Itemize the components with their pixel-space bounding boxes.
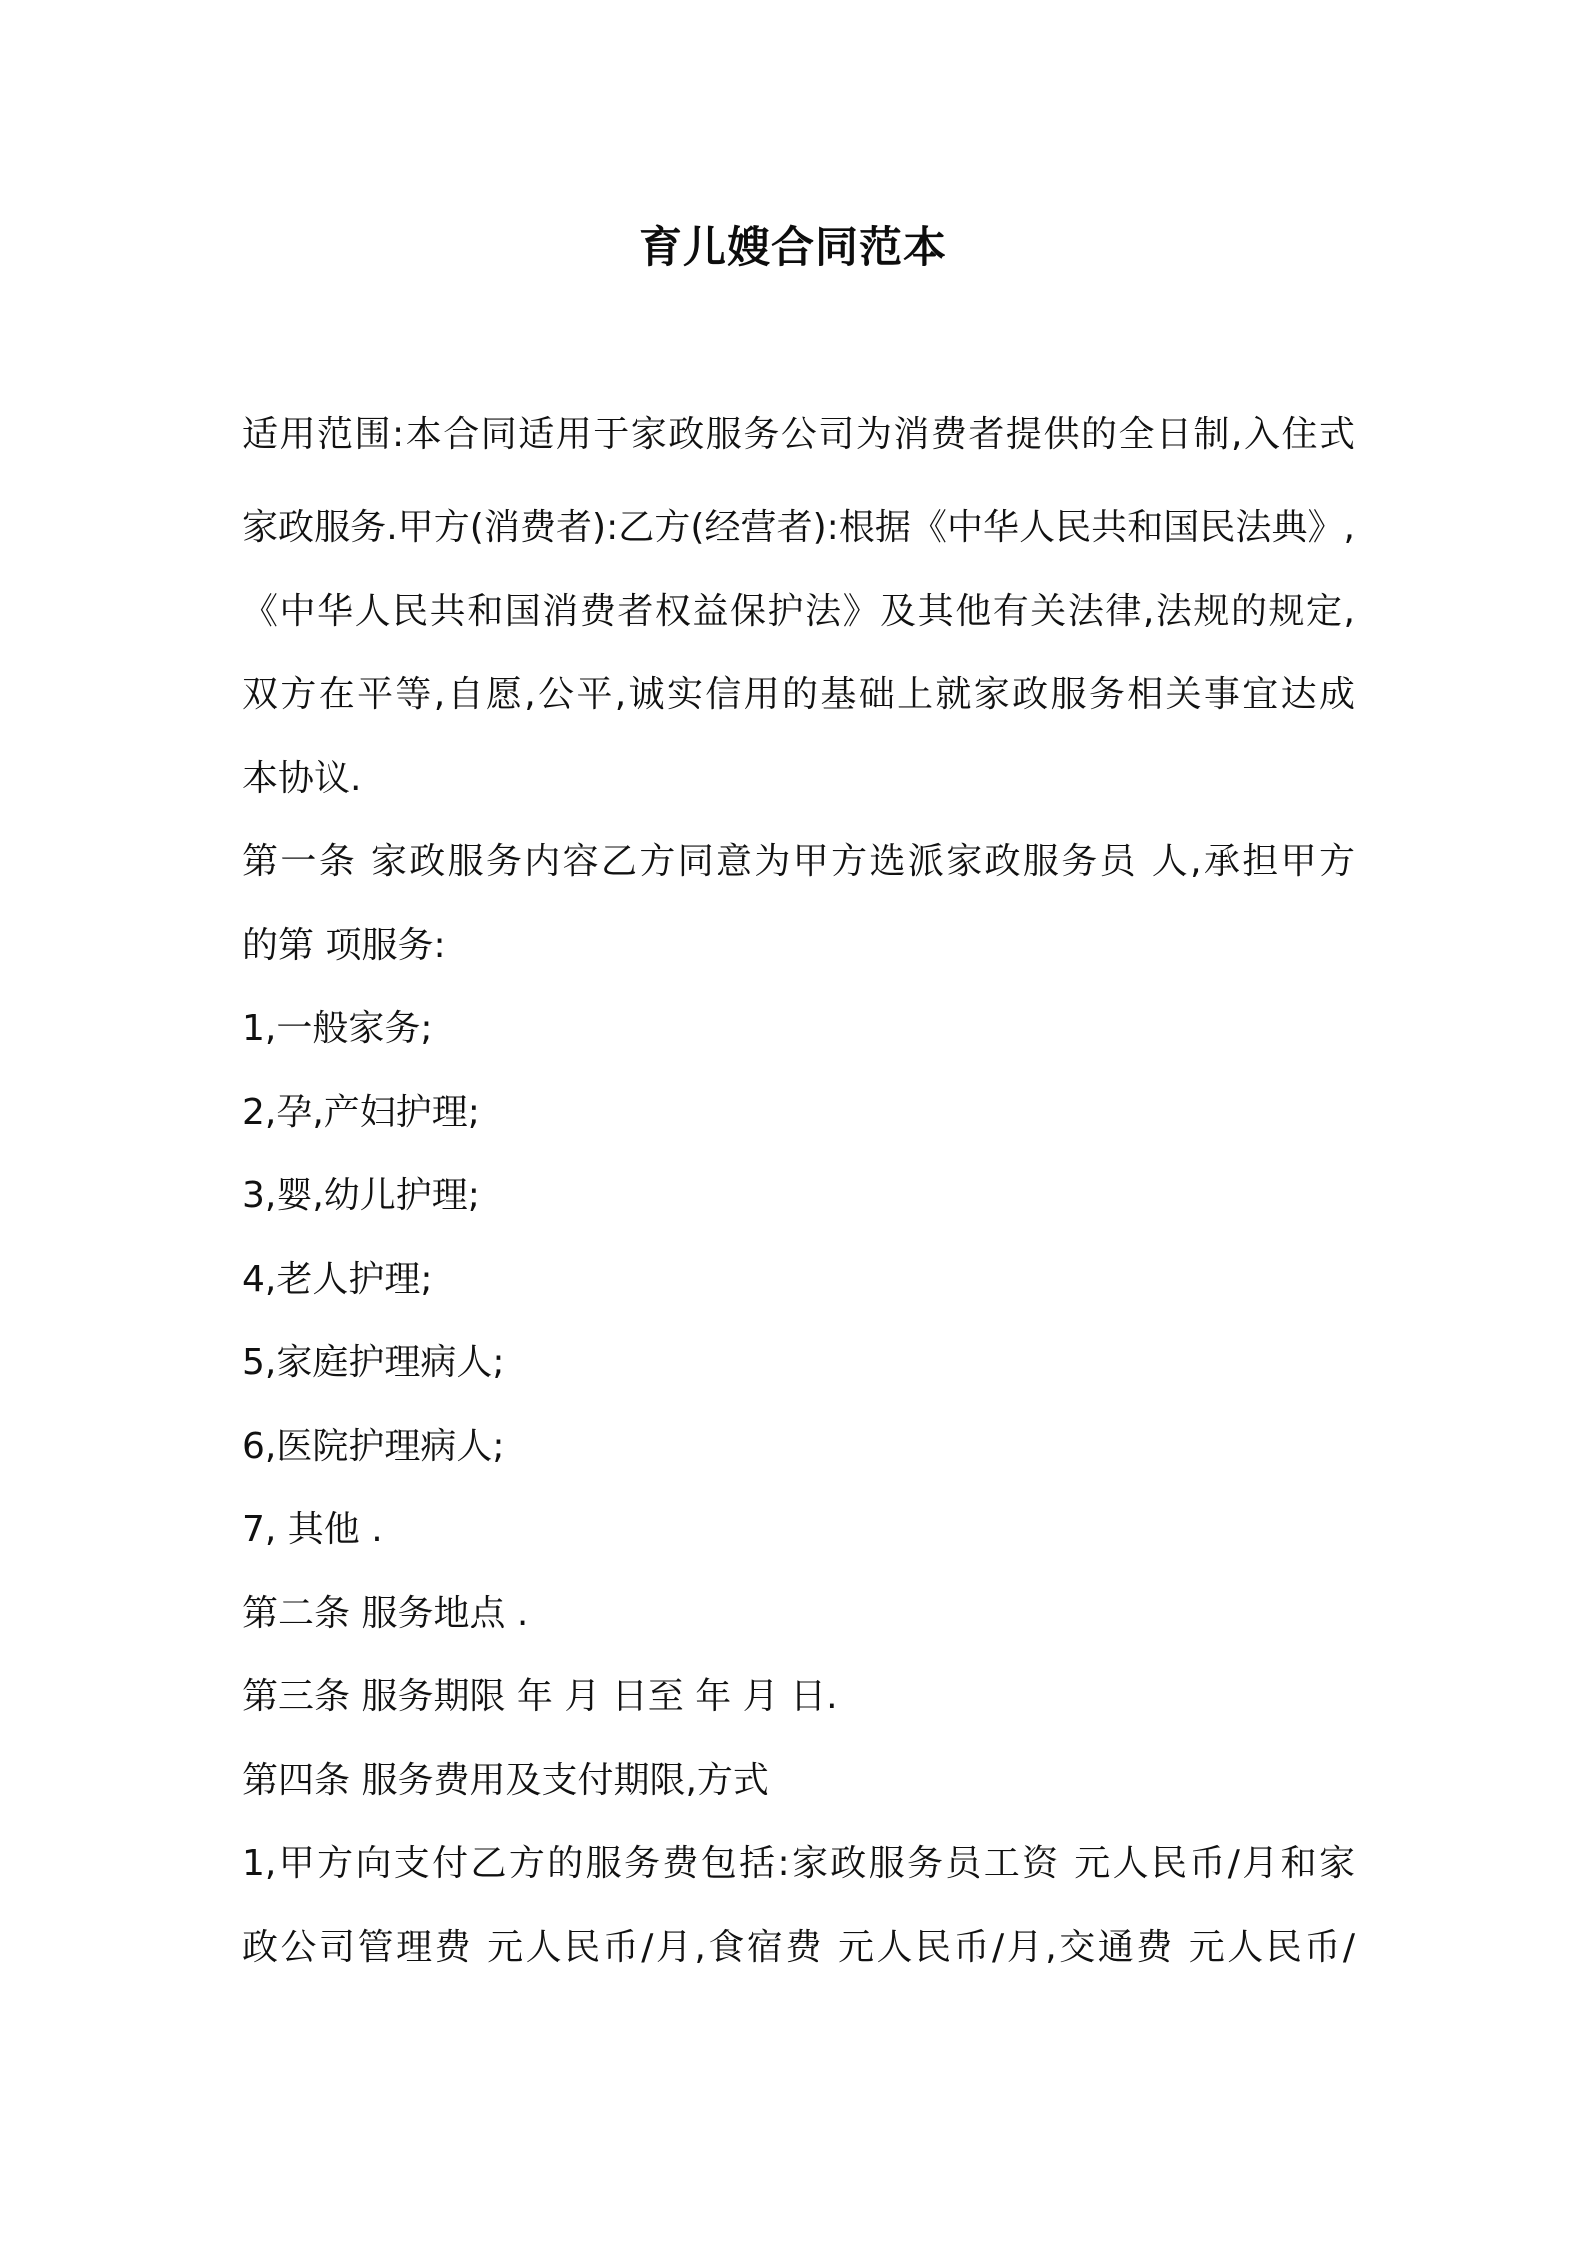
service-item-4: 4,老人护理; bbox=[242, 1258, 433, 1300]
fee-line-2: 政公司管理费 元人民币/月,食宿费 元人民币/月,交通费 元人民币/ bbox=[242, 1926, 1355, 1968]
parties-line: 家政服务.甲方(消费者):乙方(经营者):根据《中华人民共和国民法典》, bbox=[242, 507, 1355, 548]
agreement-line: 本协议. bbox=[242, 757, 362, 799]
service-item-5: 5,家庭护理病人; bbox=[242, 1342, 505, 1383]
service-item-1: 1,一般家务; bbox=[242, 1008, 433, 1049]
scope-line: 适用范围:本合同适用于家政服务公司为消费者提供的全日制,入住式 bbox=[242, 414, 1355, 455]
article-3-line: 第三条 服务期限 年 月 日至 年 月 日. bbox=[242, 1676, 838, 1717]
document-body bbox=[242, 393, 1355, 1989]
fee-line-1: 1,甲方向支付乙方的服务费包括:家政服务员工资 元人民币/月和家 bbox=[242, 1843, 1355, 1884]
service-item-7: 7, 其他 . bbox=[242, 1509, 383, 1550]
principles-line: 双方在平等,自愿,公平,诚实信用的基础上就家政服务相关事宜达成 bbox=[242, 674, 1355, 715]
service-item-2: 2,孕,产妇护理; bbox=[242, 1091, 480, 1133]
article-4-line: 第四条 服务费用及支付期限,方式 bbox=[242, 1759, 769, 1801]
service-item-6: 6,医院护理病人; bbox=[242, 1425, 505, 1467]
document-title: 育儿嫂合同范本 bbox=[639, 223, 947, 273]
legal-basis-line: 《中华人民共和国消费者权益保护法》及其他有关法律,法规的规定, bbox=[242, 590, 1355, 632]
article-1-line: 第一条 家政服务内容乙方同意为甲方选派家政服务员 人,承担甲方 bbox=[242, 841, 1355, 882]
article-2-line: 第二条 服务地点 . bbox=[242, 1592, 529, 1634]
service-item-3: 3,婴,幼儿护理; bbox=[242, 1175, 480, 1216]
article-1-continuation-line: 的第 项服务: bbox=[242, 924, 446, 966]
